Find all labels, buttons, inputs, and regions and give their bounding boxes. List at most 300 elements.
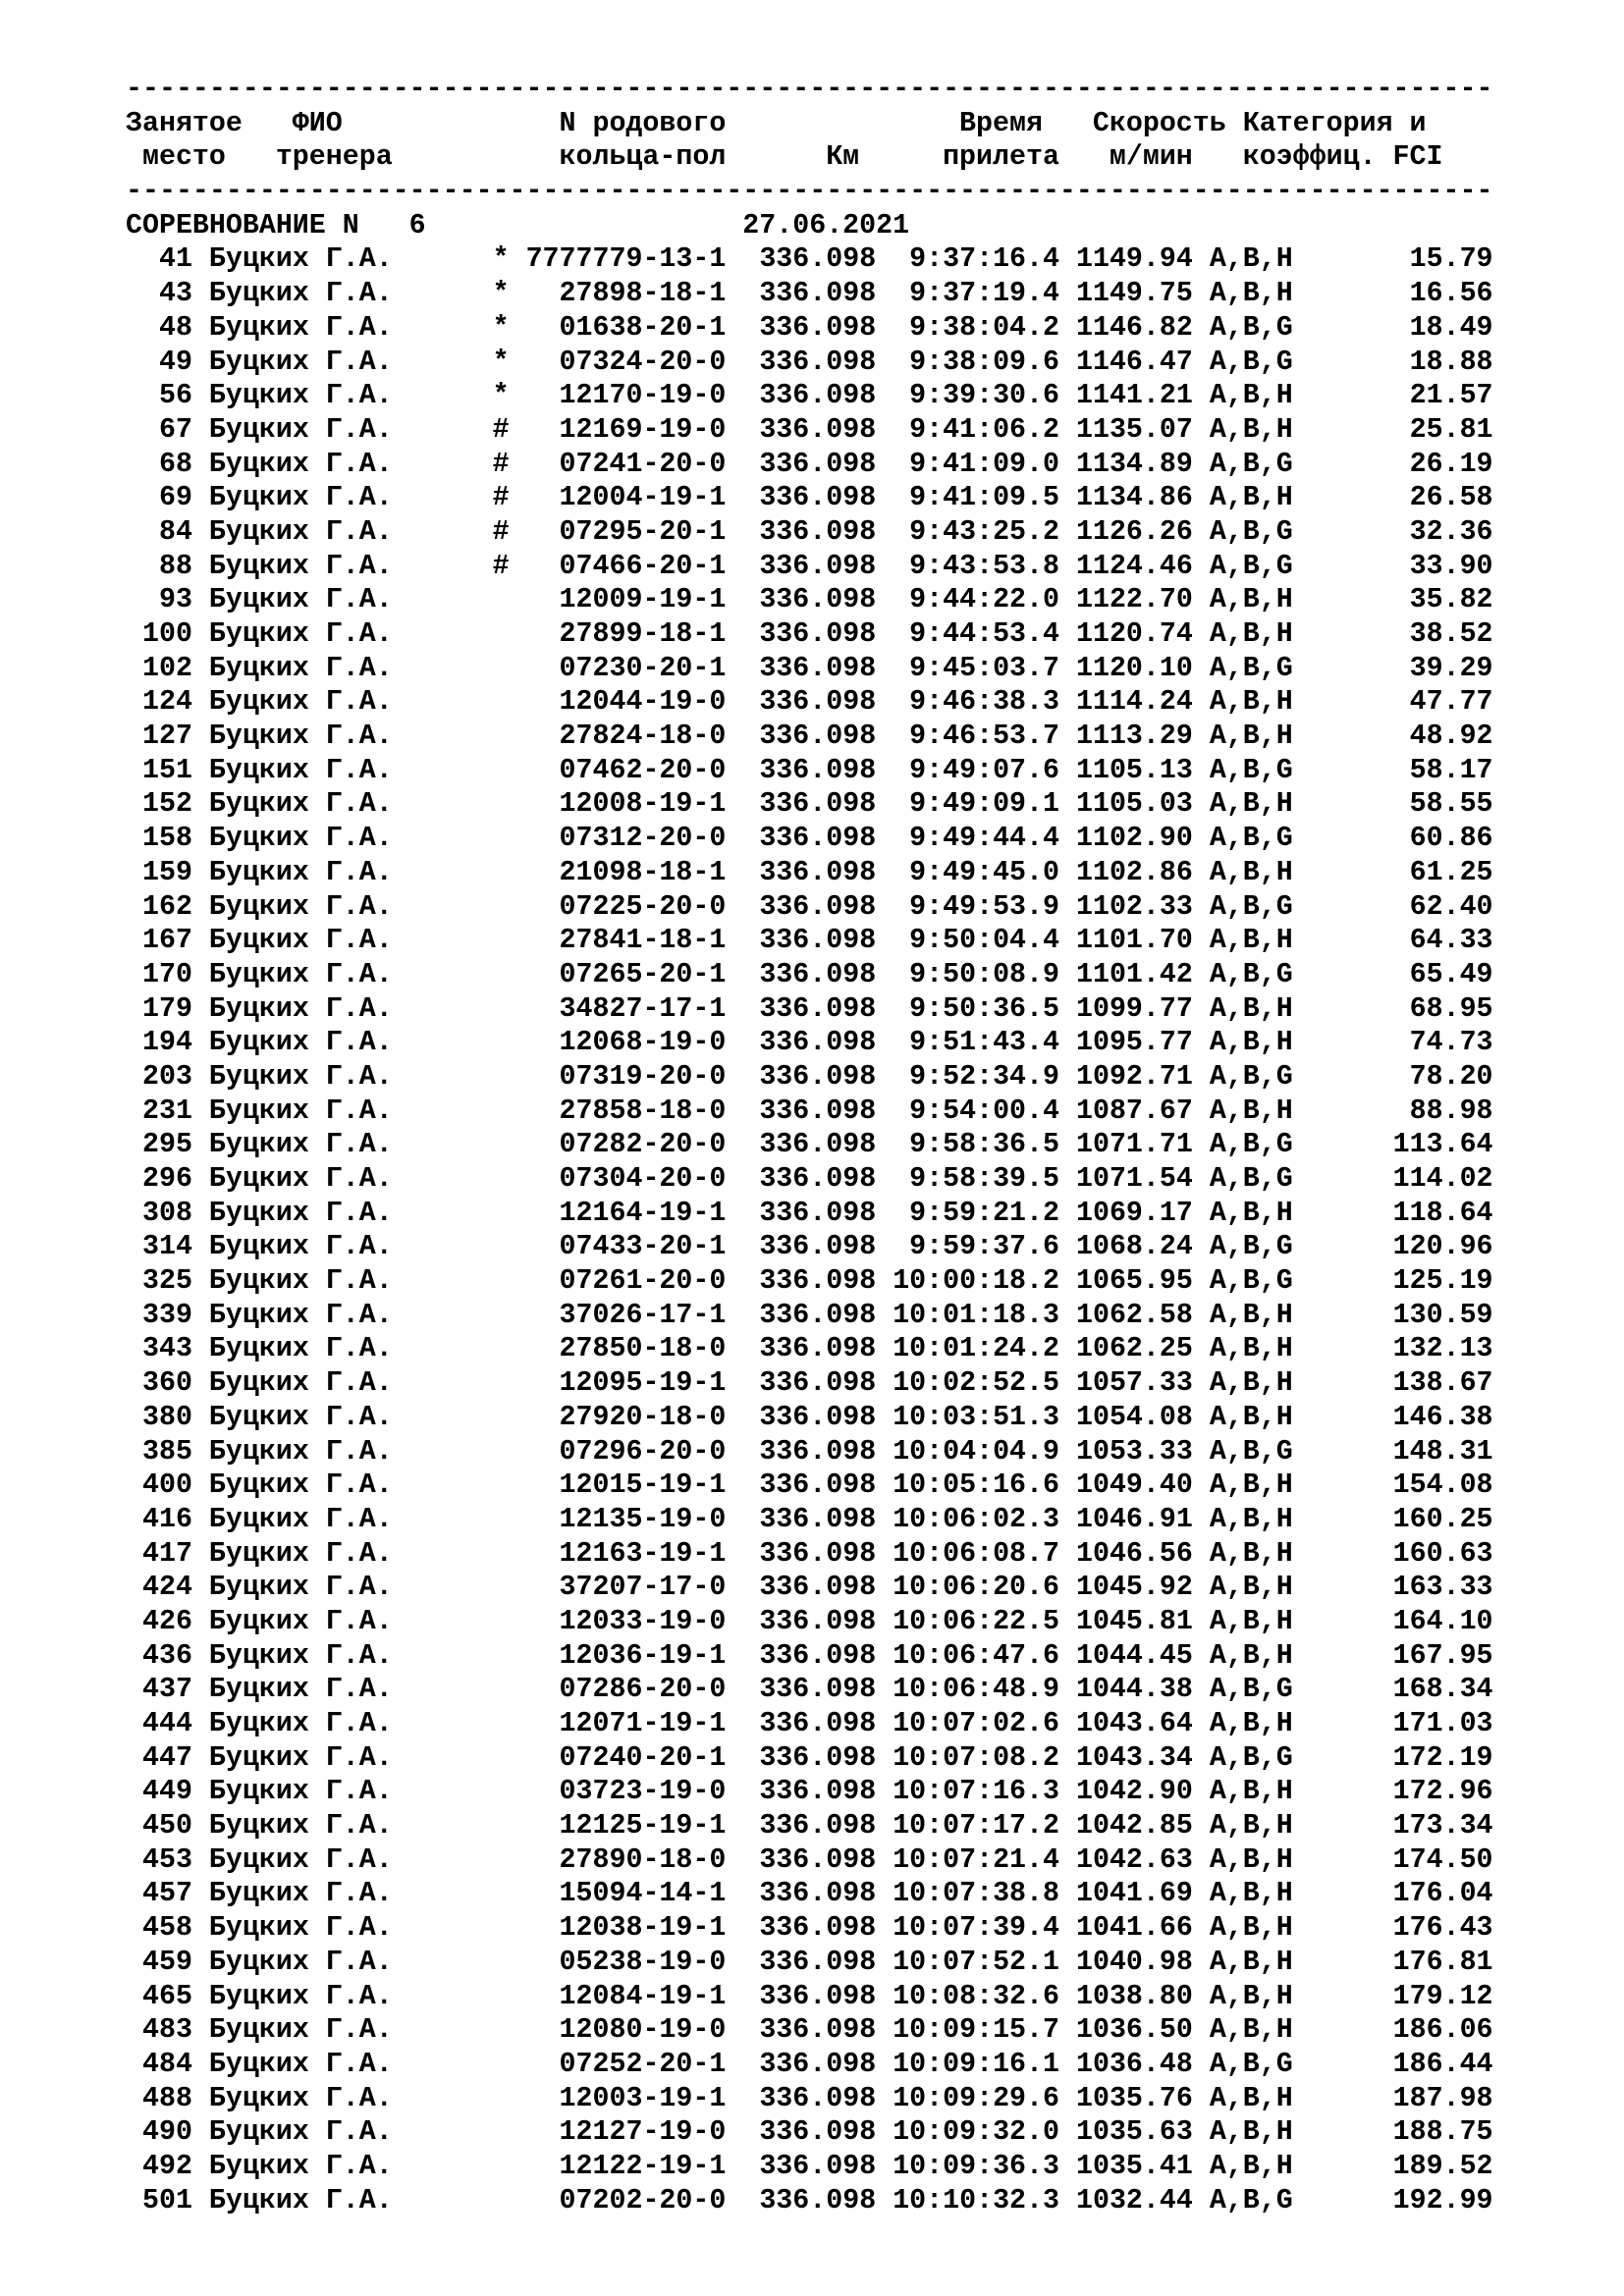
- sp: [493, 1300, 560, 1331]
- ring-cell: 05238-19-0: [559, 1946, 727, 1978]
- fci-cell: 48.92: [1409, 721, 1493, 753]
- time-cell: 10:08:32.6: [893, 1980, 1059, 2012]
- sp: [393, 1947, 493, 1978]
- km-cell: 336.098: [759, 515, 877, 548]
- sp: [393, 1504, 493, 1535]
- fci-cell: 33.90: [1409, 550, 1493, 582]
- table-row: [126, 856, 1493, 890]
- fci-cell: 26.19: [1409, 448, 1493, 480]
- ring-cell: 15094-14-1: [559, 1878, 727, 1910]
- table-row: [126, 550, 1493, 584]
- km-cell: 336.098: [759, 618, 877, 650]
- trainer-cell: Буцких Г.А.: [208, 380, 393, 412]
- sp: [1193, 755, 1210, 786]
- sp: [1059, 1640, 1076, 1672]
- sp: [876, 2083, 893, 2114]
- ring-cell: 27841-18-1: [559, 925, 727, 957]
- speed-cell: 1069.17: [1075, 1197, 1193, 1229]
- sp: [1293, 788, 1410, 820]
- fci-cell: 171.03: [1392, 1708, 1493, 1739]
- table-row: [126, 1435, 1493, 1469]
- speed-cell: 1099.77: [1075, 992, 1193, 1025]
- sp: [192, 653, 209, 684]
- sp: [126, 1198, 142, 1229]
- sp: [1059, 1436, 1076, 1468]
- category-cell: A,B,G: [1209, 958, 1293, 990]
- sp: [1293, 347, 1410, 378]
- competition-gap: [426, 210, 743, 241]
- trainer-cell: Буцких Г.А.: [208, 754, 393, 786]
- fci-cell: 168.34: [1392, 1674, 1493, 1706]
- time-cell: 9:44:22.0: [909, 584, 1059, 616]
- sp: [726, 1538, 759, 1570]
- speed-cell: 1042.90: [1075, 1776, 1193, 1808]
- table-row: [126, 1707, 1493, 1741]
- sp: [876, 243, 909, 275]
- speed-cell: 1146.82: [1075, 311, 1193, 344]
- table-row: [126, 2150, 1493, 2184]
- sp: [1059, 1912, 1076, 1944]
- fci-cell: 39.29: [1409, 652, 1493, 684]
- sp: [876, 1198, 909, 1229]
- sp: [726, 755, 759, 786]
- sp: [126, 959, 142, 990]
- table-row: [126, 1673, 1493, 1707]
- km-cell: 336.098: [759, 346, 877, 378]
- km-cell: 336.098: [759, 2048, 877, 2080]
- trainer-cell: Буцких Г.А.: [208, 1605, 393, 1637]
- table-row: [126, 787, 1493, 822]
- table-row: [126, 1911, 1493, 1946]
- ring-cell: 07252-20-1: [559, 2048, 727, 2080]
- sp: [876, 1436, 893, 1468]
- sp: [726, 1163, 759, 1195]
- fci-cell: 38.52: [1409, 618, 1493, 650]
- table-row: [126, 992, 1493, 1027]
- sp: [1059, 891, 1076, 923]
- time-cell: 10:07:16.3: [893, 1776, 1059, 1808]
- sp: [493, 2014, 560, 2046]
- sp: [1193, 1708, 1210, 1739]
- place-cell: 426: [141, 1605, 192, 1637]
- sp: [1293, 1300, 1393, 1331]
- ring-cell: 07225-20-0: [559, 890, 727, 923]
- table-row: [126, 583, 1493, 617]
- sp: [876, 1981, 893, 2012]
- sp: [726, 2116, 759, 2148]
- speed-cell: 1101.42: [1075, 958, 1193, 990]
- sp: [876, 2185, 893, 2216]
- ring-cell: 27920-18-0: [559, 1401, 727, 1433]
- header-line-2: место тренера кольца-пол Км прилета м/мин коэффиц. FCI: [126, 141, 1443, 174]
- place-cell: 400: [141, 1469, 192, 1502]
- sp: [192, 1844, 209, 1876]
- mark-cell: #: [492, 413, 510, 446]
- sp: [192, 1265, 209, 1297]
- sp: [393, 482, 493, 513]
- sp: [1193, 1061, 1210, 1093]
- table-row: [126, 1571, 1493, 1605]
- results-document: [126, 73, 1493, 2217]
- ring-cell: 07462-20-0: [559, 754, 727, 786]
- sp: [493, 1163, 560, 1195]
- trainer-cell: Буцких Г.А.: [208, 584, 393, 616]
- trainer-cell: Буцких Г.А.: [208, 482, 393, 514]
- sp: [876, 2014, 893, 2046]
- fci-cell: 163.33: [1392, 1572, 1493, 1604]
- sp: [393, 347, 493, 378]
- sp: [493, 2151, 560, 2182]
- ring-cell: 12071-19-1: [559, 1708, 727, 1739]
- sp: [1059, 993, 1076, 1025]
- sp: [1293, 278, 1410, 309]
- sp: [1293, 482, 1410, 513]
- category-cell: A,B,H: [1209, 788, 1293, 821]
- place-cell: 380: [141, 1401, 192, 1433]
- sp: [1293, 823, 1410, 854]
- sp: [1293, 1640, 1393, 1672]
- sp: [1193, 1198, 1210, 1229]
- category-cell: A,B,H: [1209, 686, 1293, 719]
- sp: [192, 347, 209, 378]
- sp: [726, 891, 759, 923]
- sp: [126, 1333, 142, 1364]
- ring-cell: 12127-19-0: [559, 2116, 727, 2149]
- time-cell: 9:49:53.9: [909, 890, 1059, 923]
- time-cell: 10:07:39.4: [893, 1912, 1059, 1945]
- km-cell: 336.098: [759, 1810, 877, 1842]
- sp: [1059, 1708, 1076, 1739]
- trainer-cell: Буцких Г.А.: [208, 1537, 393, 1570]
- trainer-cell: Буцких Г.А.: [208, 2150, 393, 2182]
- speed-cell: 1046.91: [1075, 1503, 1193, 1535]
- ring-cell: 12135-19-0: [559, 1503, 727, 1535]
- time-cell: 9:43:25.2: [909, 515, 1059, 548]
- sp: [726, 959, 759, 990]
- fci-cell: 172.96: [1392, 1776, 1493, 1808]
- km-cell: 336.098: [759, 1639, 877, 1672]
- sp: [192, 1095, 209, 1127]
- time-cell: 9:44:53.4: [909, 618, 1059, 650]
- time-cell: 10:07:17.2: [893, 1810, 1059, 1842]
- sp: [192, 1231, 209, 1262]
- sp: [393, 823, 493, 854]
- sp: [126, 449, 159, 480]
- speed-cell: 1032.44: [1075, 2184, 1193, 2216]
- sp: [192, 1742, 209, 1774]
- trainer-cell: Буцких Г.А.: [208, 550, 393, 582]
- table-row: [126, 242, 1493, 277]
- sp: [393, 1231, 493, 1262]
- table-row: [126, 890, 1493, 925]
- trainer-cell: Буцких Г.А.: [208, 1367, 393, 1400]
- sp: [192, 2049, 209, 2080]
- sp: [1293, 449, 1410, 480]
- place-cell: 69: [158, 482, 192, 514]
- sp: [126, 1606, 142, 1637]
- speed-cell: 1035.63: [1075, 2116, 1193, 2149]
- sp: [493, 1538, 560, 1570]
- sp: [1193, 1572, 1210, 1603]
- table-row: [126, 413, 1493, 448]
- sp: [1193, 993, 1210, 1025]
- sp: [1193, 1742, 1210, 1774]
- km-cell: 336.098: [759, 1163, 877, 1195]
- table-row: [126, 277, 1493, 311]
- category-cell: A,B,H: [1209, 1367, 1293, 1400]
- sp: [726, 1606, 759, 1637]
- sp: [1193, 551, 1210, 582]
- sp: [192, 312, 209, 344]
- sp: [493, 1674, 560, 1705]
- category-cell: A,B,H: [1209, 413, 1293, 446]
- sp: [1293, 1265, 1393, 1297]
- sp: [876, 1538, 893, 1570]
- sp: [493, 1947, 560, 1978]
- time-cell: 9:49:07.6: [909, 754, 1059, 786]
- fci-cell: 15.79: [1409, 243, 1493, 276]
- fci-cell: 188.75: [1392, 2116, 1493, 2149]
- sp: [192, 1367, 209, 1399]
- sp: [1293, 2014, 1393, 2046]
- speed-cell: 1149.75: [1075, 278, 1193, 310]
- trainer-cell: Буцких Г.А.: [208, 2116, 393, 2149]
- fci-cell: 58.55: [1409, 788, 1493, 821]
- fci-cell: 160.63: [1392, 1537, 1493, 1570]
- sp: [126, 278, 159, 309]
- sp: [876, 1402, 893, 1433]
- sp: [726, 788, 759, 820]
- sp: [192, 1061, 209, 1093]
- sp: [726, 1708, 759, 1739]
- sp: [1193, 1776, 1210, 1807]
- sp: [1193, 823, 1210, 854]
- table-row: [126, 754, 1493, 788]
- table-row: [126, 924, 1493, 958]
- table-row: [126, 1537, 1493, 1572]
- sp: [876, 1469, 893, 1501]
- trainer-cell: Буцких Г.А.: [208, 515, 393, 548]
- sp: [126, 2151, 142, 2182]
- speed-cell: 1102.86: [1075, 856, 1193, 888]
- place-cell: 159: [141, 856, 192, 888]
- sp: [393, 618, 493, 650]
- speed-cell: 1035.76: [1075, 2082, 1193, 2114]
- sp: [726, 653, 759, 684]
- place-cell: 67: [158, 413, 192, 446]
- place-cell: 48: [158, 311, 192, 344]
- sp: [493, 584, 560, 615]
- sp: [726, 1367, 759, 1399]
- sp: [192, 857, 209, 888]
- place-cell: 295: [141, 1129, 192, 1161]
- fci-cell: 74.73: [1409, 1027, 1493, 1059]
- mark-cell: *: [492, 243, 510, 276]
- sp: [1059, 1402, 1076, 1433]
- speed-cell: 1135.07: [1075, 413, 1193, 446]
- ring-cell: 07304-20-0: [559, 1163, 727, 1195]
- km-cell: 336.098: [759, 482, 877, 514]
- place-cell: 124: [141, 686, 192, 719]
- sp: [1293, 1947, 1393, 1978]
- sp: [1059, 312, 1076, 344]
- sp: [876, 1027, 909, 1058]
- time-cell: 10:05:16.6: [893, 1469, 1059, 1502]
- place-cell: 162: [141, 890, 192, 923]
- sp: [126, 1640, 142, 1672]
- sp: [493, 857, 560, 888]
- ring-cell: 12044-19-0: [559, 686, 727, 719]
- fci-cell: 176.43: [1392, 1912, 1493, 1945]
- sp: [726, 1129, 759, 1160]
- category-cell: A,B,H: [1209, 2116, 1293, 2149]
- category-cell: A,B,H: [1209, 1503, 1293, 1535]
- sp: [1193, 2014, 1210, 2046]
- place-cell: 343: [141, 1333, 192, 1365]
- table-row: [126, 1332, 1493, 1366]
- sp: [126, 1981, 142, 2012]
- sp: [1293, 925, 1410, 956]
- trainer-cell: Буцких Г.А.: [208, 618, 393, 650]
- category-cell: A,B,H: [1209, 1469, 1293, 1502]
- sp: [1293, 2151, 1393, 2182]
- time-cell: 10:07:02.6: [893, 1708, 1059, 1739]
- sp: [1059, 482, 1076, 513]
- place-cell: 339: [141, 1299, 192, 1331]
- sp: [126, 1402, 142, 1433]
- km-cell: 336.098: [759, 1027, 877, 1059]
- category-cell: A,B,H: [1209, 2150, 1293, 2182]
- km-cell: 336.098: [759, 856, 877, 888]
- sp: [1193, 1674, 1210, 1705]
- sp: [726, 1333, 759, 1364]
- sp: [1059, 2151, 1076, 2182]
- sp: [1193, 686, 1210, 718]
- sp: [1293, 1742, 1393, 1774]
- time-cell: 9:51:43.4: [909, 1027, 1059, 1059]
- sp: [493, 1708, 560, 1739]
- sp: [1293, 1674, 1393, 1705]
- sp: [1059, 618, 1076, 650]
- mark-cell: *: [492, 346, 510, 378]
- sp: [1293, 1436, 1393, 1468]
- sp: [1293, 891, 1410, 923]
- sp: [192, 1572, 209, 1603]
- category-cell: A,B,G: [1209, 1265, 1293, 1298]
- time-cell: 9:58:39.5: [909, 1163, 1059, 1195]
- sp: [192, 380, 209, 411]
- sp: [493, 959, 560, 990]
- sp: [726, 1981, 759, 2012]
- sp: [726, 1674, 759, 1705]
- trainer-cell: Буцких Г.А.: [208, 1741, 393, 1774]
- place-cell: 492: [141, 2150, 192, 2182]
- sp: [726, 414, 759, 446]
- trainer-cell: Буцких Г.А.: [208, 992, 393, 1025]
- fci-cell: 146.38: [1392, 1401, 1493, 1433]
- sp: [726, 1776, 759, 1807]
- sp: [1059, 2083, 1076, 2114]
- trainer-cell: Буцких Г.А.: [208, 311, 393, 344]
- sp: [126, 1538, 142, 1570]
- sp: [393, 1402, 493, 1433]
- sp: [1193, 1538, 1210, 1570]
- sp: [393, 755, 493, 786]
- speed-cell: 1043.34: [1075, 1741, 1193, 1774]
- sp: [126, 312, 159, 344]
- trainer-cell: Буцких Г.А.: [208, 823, 393, 855]
- table-row: [126, 1503, 1493, 1537]
- sp: [192, 823, 209, 854]
- sp: [192, 2014, 209, 2046]
- sp: [393, 414, 493, 446]
- sp: [1059, 1300, 1076, 1331]
- sp: [1193, 347, 1210, 378]
- category-cell: A,B,H: [1209, 482, 1293, 514]
- sp: [1193, 584, 1210, 615]
- sp: [1059, 516, 1076, 548]
- table-row: [126, 652, 1493, 686]
- ring-cell: 07296-20-0: [559, 1435, 727, 1468]
- speed-cell: 1113.29: [1075, 721, 1193, 753]
- sp: [126, 2049, 142, 2080]
- table-row: [126, 1980, 1493, 2014]
- time-cell: 9:50:04.4: [909, 925, 1059, 957]
- sp: [393, 1572, 493, 1603]
- sp: [393, 788, 493, 820]
- sp: [192, 1708, 209, 1739]
- place-cell: 484: [141, 2048, 192, 2080]
- sp: [876, 1776, 893, 1807]
- sp: [393, 993, 493, 1025]
- sp: [493, 1402, 560, 1433]
- speed-cell: 1114.24: [1075, 686, 1193, 719]
- sp: [1193, 2151, 1210, 2182]
- sp: [192, 1640, 209, 1672]
- place-cell: 102: [141, 652, 192, 684]
- sp: [126, 1878, 142, 1909]
- sp: [192, 414, 209, 446]
- sp: [876, 1844, 893, 1876]
- km-cell: 336.098: [759, 243, 877, 276]
- km-cell: 336.098: [759, 1197, 877, 1229]
- sp: [393, 1742, 493, 1774]
- sp: [876, 721, 909, 752]
- sp: [1059, 1776, 1076, 1807]
- sp: [1293, 1129, 1393, 1160]
- place-cell: 450: [141, 1810, 192, 1842]
- trainer-cell: Буцких Г.А.: [208, 1231, 393, 1263]
- sp: [1193, 414, 1210, 446]
- sp: [1059, 925, 1076, 956]
- sp: [1059, 1367, 1076, 1399]
- sp: [876, 1504, 893, 1535]
- trainer-cell: Буцких Г.А.: [208, 1095, 393, 1127]
- sp: [1193, 959, 1210, 990]
- speed-cell: 1036.48: [1075, 2048, 1193, 2080]
- sp: [192, 686, 209, 718]
- sp: [192, 1333, 209, 1364]
- sp: [393, 1640, 493, 1672]
- trainer-cell: Буцких Г.А.: [208, 1401, 393, 1433]
- sp: [1059, 1061, 1076, 1093]
- place-cell: 56: [158, 380, 192, 412]
- sp: [192, 2151, 209, 2182]
- sp: [393, 686, 493, 718]
- speed-cell: 1102.90: [1075, 823, 1193, 855]
- time-cell: 9:38:04.2: [909, 311, 1059, 344]
- speed-cell: 1092.71: [1075, 1060, 1193, 1093]
